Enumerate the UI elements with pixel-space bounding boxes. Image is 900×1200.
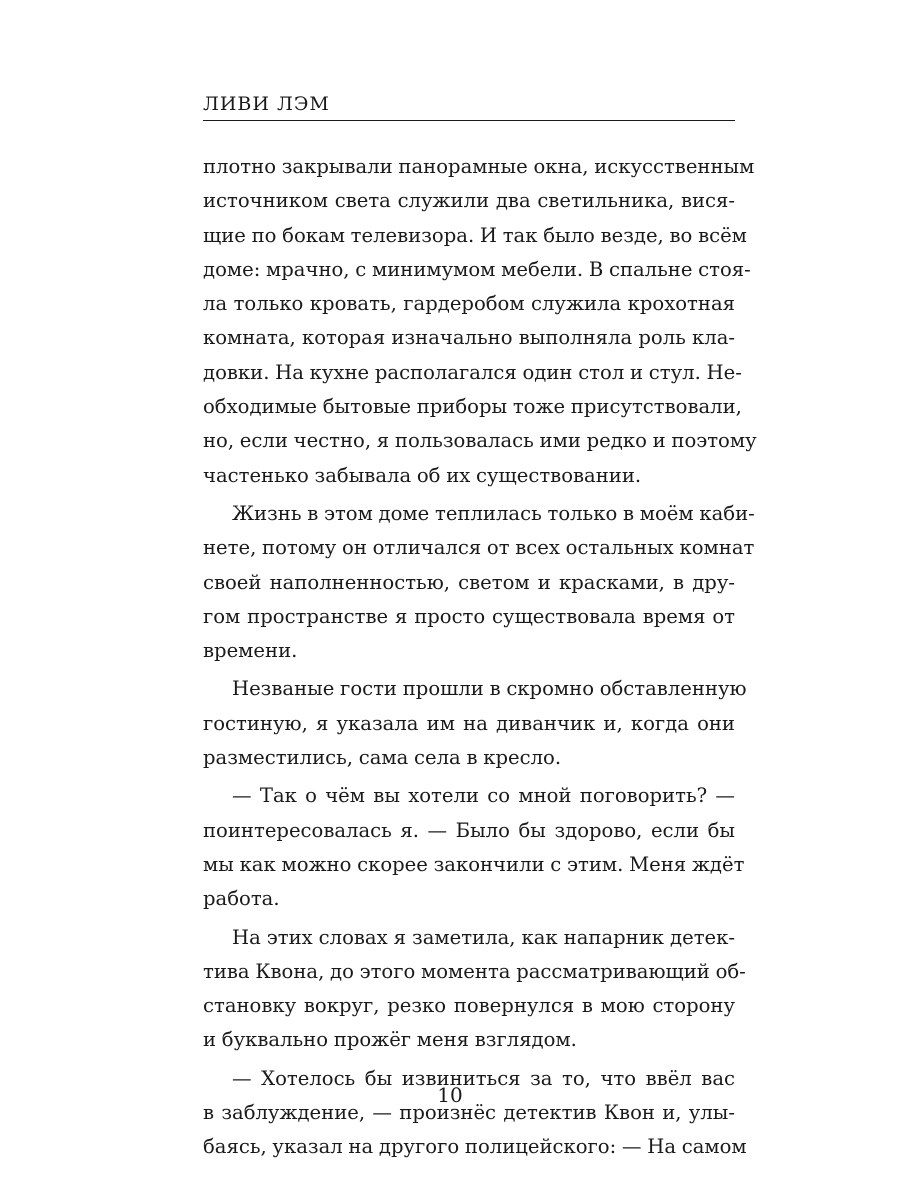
- text-line: источником света служили два светильника, вися-: [203, 189, 735, 213]
- text-line: На этих словах я заметила, как напарник детек-: [232, 925, 735, 949]
- text-line: времени.: [203, 639, 298, 663]
- text-line: баясь, указал на другого полицейского: — На самом: [203, 1135, 747, 1159]
- text-line: — Хотелось бы извиниться за то, что ввёл вас: [232, 1066, 735, 1090]
- text-line: Жизнь в этом доме теплилась только в моём каби-: [232, 501, 755, 525]
- text-line: довки. На кухне располагался один стол и стул. Не-: [203, 360, 742, 384]
- text-line: разместились, сама села в кресло.: [203, 746, 562, 770]
- text-line: мы как можно скорее закончили с этим. Меня ждёт: [203, 852, 745, 876]
- text-line: становку вокруг, резко повернулся в мою сторону: [203, 994, 735, 1018]
- text-line: обходимые бытовые приборы тоже присутствовали,: [203, 395, 742, 419]
- text-line: нете, потому он отличался от всех остальных комнат: [203, 536, 755, 560]
- text-line: своей наполненностью, светом и красками, в дру-: [203, 570, 735, 594]
- text-line: тива Квона, до этого момента рассматривающий об-: [203, 959, 746, 983]
- text-line: и буквально прожёг меня взглядом.: [203, 1028, 577, 1052]
- text-line: щие по бокам телевизора. И так было везде, во всём: [203, 223, 747, 247]
- text-line: плотно закрывали панорамные окна, искусственным: [203, 155, 755, 178]
- paragraph: [203, 497, 755, 668]
- text-line: — Так о чём вы хотели со мной поговорить? —: [232, 784, 735, 808]
- paragraph: [203, 672, 747, 775]
- text-line: работа.: [203, 887, 280, 911]
- paragraph: [203, 921, 746, 1058]
- text-line: частенько забывала об их существовании.: [203, 463, 642, 487]
- body-text: [203, 150, 757, 1165]
- running-title: ЛИВИ ЛЭМ: [203, 93, 330, 115]
- text-line: доме: мрачно, с минимумом мебели. В спальне стоя-: [203, 257, 751, 281]
- text-line: комната, которая изначально выполняла роль кла-: [203, 326, 735, 350]
- page-number: 10: [437, 1083, 463, 1107]
- paragraph: [203, 150, 757, 493]
- running-header: [203, 92, 735, 121]
- text-line: гом пространстве я просто существовала время от: [203, 604, 735, 628]
- paragraph: [203, 779, 745, 916]
- text-line: в заблуждение, — произнёс детектив Квон и, улы-: [203, 1101, 735, 1125]
- text-line: Незваные гости прошли в скромно обставленную: [232, 677, 747, 701]
- paragraph: [203, 1062, 747, 1165]
- text-line: ла только кровать, гардеробом служила крохотная: [203, 292, 735, 316]
- text-line: но, если честно, я пользовалась ими редко и поэтому: [203, 429, 757, 453]
- text-line: поинтересовалась я. — Было бы здорово, если бы: [203, 818, 735, 842]
- text-line: гостиную, я указала им на диванчик и, когда они: [203, 711, 735, 735]
